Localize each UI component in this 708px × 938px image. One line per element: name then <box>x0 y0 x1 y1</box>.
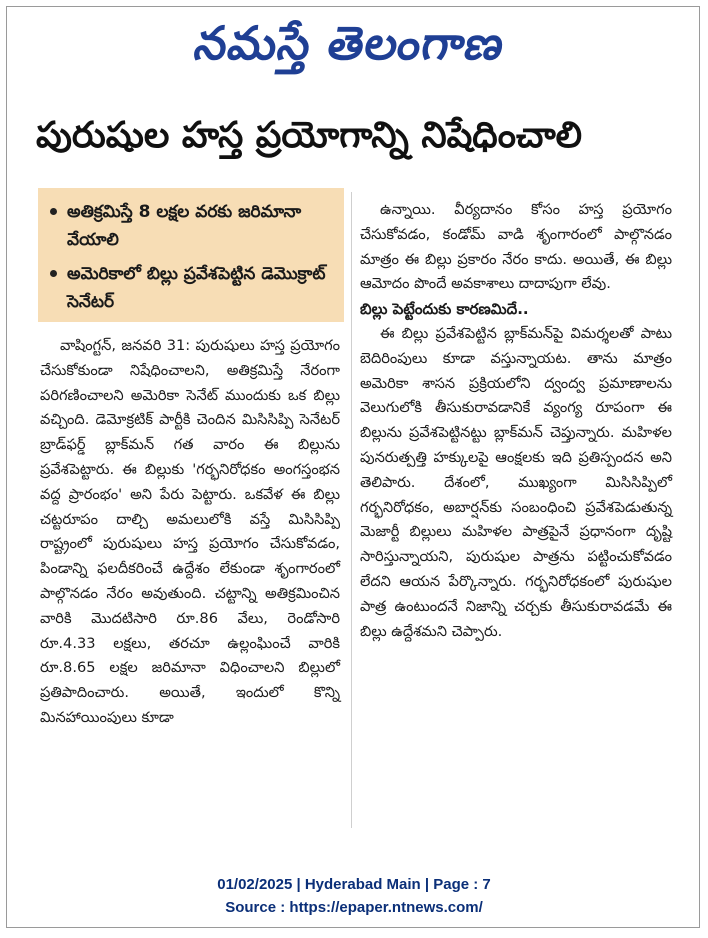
article-paragraph: వాషింగ్టన్, జనవరి 31: పురుషులు హస్త ప్రయోగం చేసుకోకుండా నిషేధించాలని, అతిక్రమిస్తే నేరంగా పరిగణించాలని అమెరికా సెనేట్ ముందుకు ఒక బిల్లు వచ్చింది. డెమోక్రటిక్ పార్టీకి చెందిన మిసిసిప్పి సెనేటర్ బ్రాడ్‌ఫర్డ్ బ్లాక్‌మన్ గత వారం ఈ బిల్లును ప్రవేశపెట్టారు. ఈ బిల్లుకు 'గర్భనిరోధకం అంగస్తంభన వద్ద ప్రారంభం' అని పేరు పెట్టారు. ఒకవేళ ఈ బిల్లు చట్టరూపం దాల్చి అమలులోకి వస్తే మిసిసిప్పి రాష్ట్రంలో పురుషులు హస్త ప్రయోగం చేసుకోవడం, పిండాన్ని ఫలదీకరించే ఉద్దేశం లేకుండా శృంగారంలో పాల్గొనడం నేరం అవుతుంది. చట్టాన్ని అతిక్రమించిన వారికి మొదటిసారి రూ.86 వేలు, రెండోసారి రూ.4.33 లక్షలు, తరచూ ఉల్లంఘించే వారికి రూ.8.65 లక్షల జరిమానా విధించాలని బిల్లులో ప్రతిపాదించారు. అయితే, ఇందులో కొన్ని మినహాయింపులు కూడా <box>40 337 340 726</box>
bullet-icon <box>50 270 57 277</box>
highlight-item <box>50 198 334 254</box>
highlight-text: అమెరికాలో బిల్లు ప్రవేశపెట్టిన డెమొక్రాట్ సెనేటర్ <box>67 264 326 312</box>
bullet-icon <box>50 208 57 215</box>
newspaper-masthead: నమస్తే తెలంగాణ <box>190 16 510 70</box>
article-column-1 <box>40 334 340 731</box>
article-column-2 <box>360 198 672 644</box>
highlight-text: అతిక్రమిస్తే 8 లక్షల వరకు జరిమానా వేయాలి <box>67 202 302 250</box>
article-headline: పురుషుల హస్త ప్రయోగాన్ని నిషేధించాలి <box>36 115 583 156</box>
article-subheading: బిల్లు పెట్టేందుకు కారణమిదే.. <box>360 300 529 319</box>
highlight-item <box>50 260 334 316</box>
highlights-box <box>38 188 344 322</box>
article-paragraph: ఉన్నాయి. వీర్యదానం కోసం హస్త ప్రయోగం చేసుకోవడం, కండోమ్ వాడి శృంగారంలో పాల్గొనడం మాత్రం ఈ బిల్లు ప్రకారం నేరం కాదు. అయితే, ఈ బిల్లు ఆమోదం పొందే అవకాశాలు దాదాపుగా లేవు. <box>360 201 672 293</box>
article-paragraph: ఈ బిల్లు ప్రవేశపెట్టిన బ్లాక్‌మన్‌పై విమర్శలతో పాటు బెదిరింపులు కూడా వస్తున్నాయట. తాను మాత్రం అమెరికా శాసన ప్రక్రియలోని ద్వంద్వ ప్రమాణాలను వెలుగులోకి తీసుకురావడానికే వ్యంగ్య రూపంగా ఈ బిల్లును ప్రవేశపెట్టినట్టు బ్లాక్‌మన్ చెప్తున్నారు. మహిళల పునరుత్పత్తి హక్కులపై ఆంక్షలకు ఇది ప్రతిస్పందన అని తెలిపారు. దేశంలో, ముఖ్యంగా మిసిసిప్పిలో గర్భనిరోధకం, అబార్షన్‌కు సంబంధించి ప్రవేశపెడుతున్న మెజార్టీ బిల్లులు మహిళల పాత్రపైనే ప్రధానంగా దృష్టి సారిస్తున్నాయని, పురుషుల పాత్రను పట్టించుకోవడం లేదని ఆయన పేర్కొన్నారు. గర్భనిరోధకంలో పురుషుల పాత్ర ఉంటుందనే నిజాన్ని చర్చకు తీసుకురావడమే ఈ బిల్లు ఉద్దేశమని చెప్పారు. <box>360 324 672 640</box>
footer-page-info: 01/02/2025 | Hyderabad Main | Page : 7 <box>217 876 491 893</box>
footer-source: Source : https://epaper.ntnews.com/ <box>225 899 483 916</box>
column-divider <box>351 192 352 828</box>
